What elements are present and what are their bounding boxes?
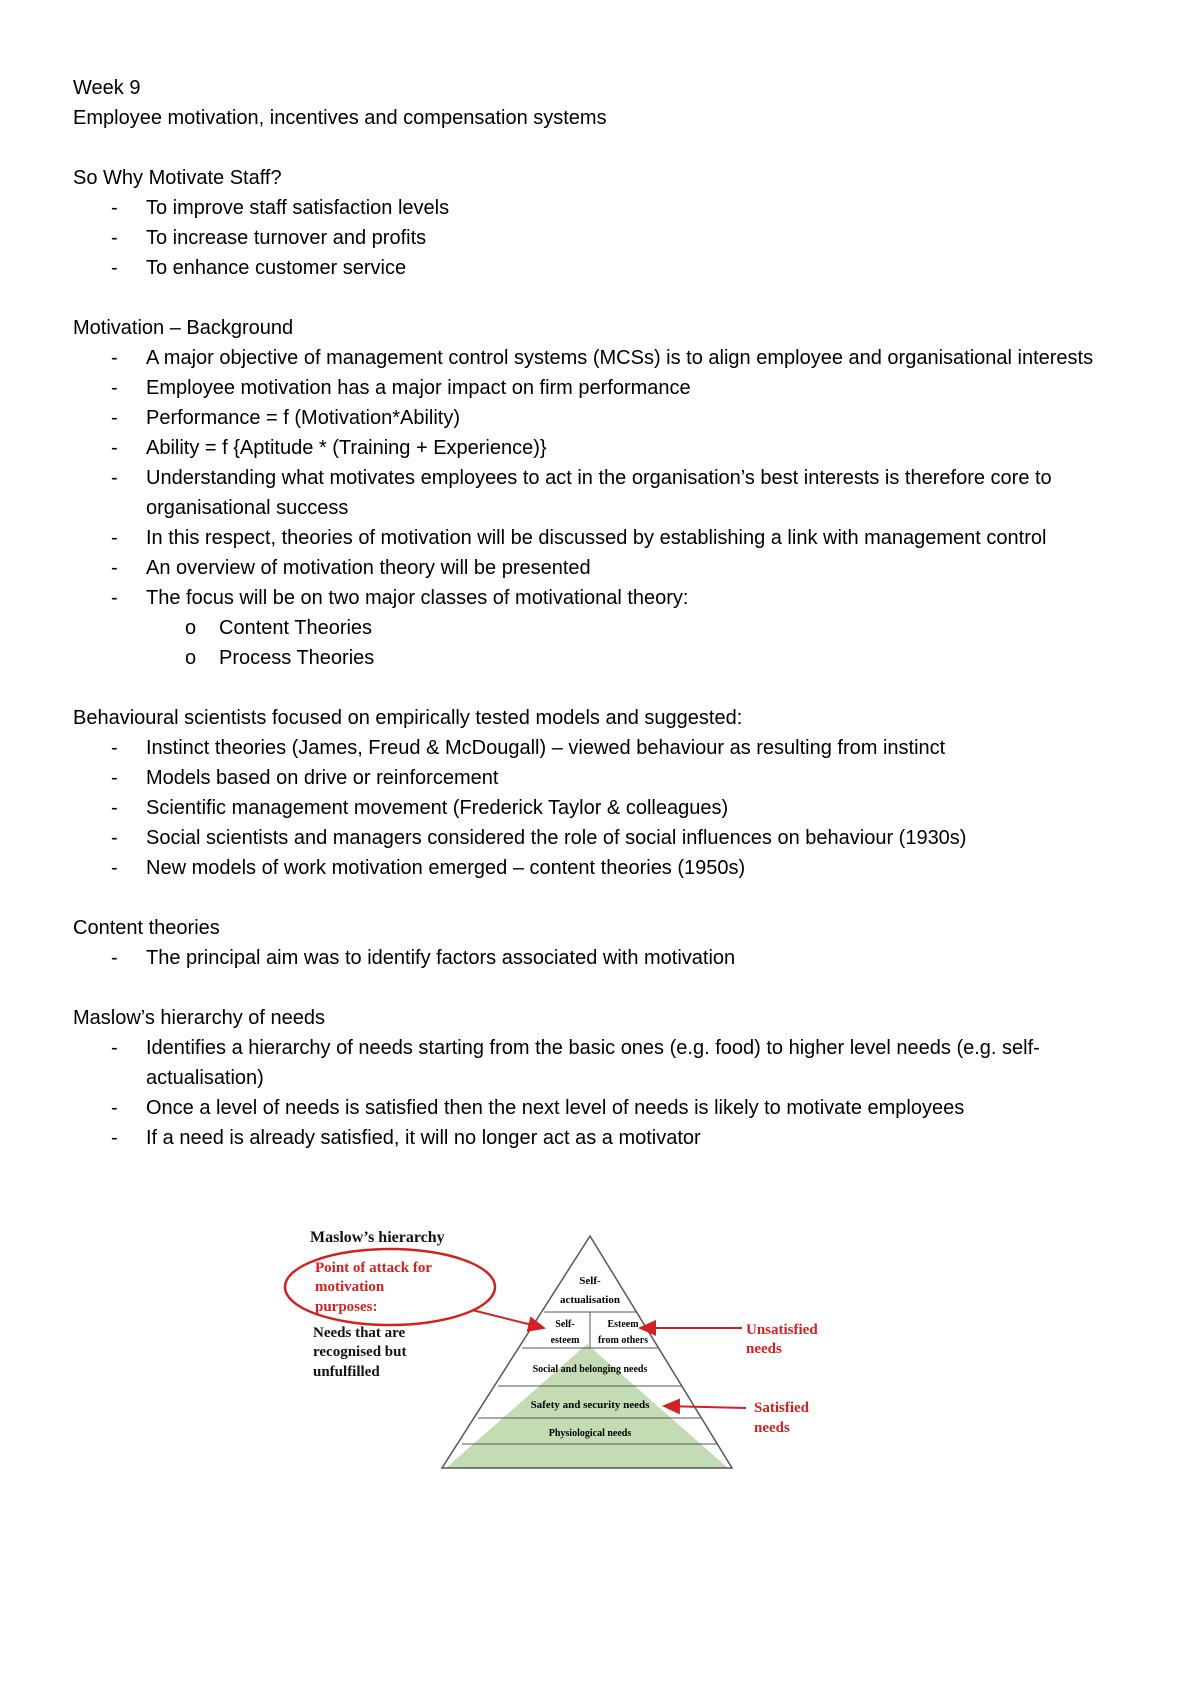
- level-social: Social and belonging needs: [532, 1364, 648, 1375]
- list-item: - To enhance customer service: [111, 257, 407, 279]
- list-item: - To increase turnover and profits: [111, 227, 427, 249]
- document-title: Employee motivation, incentives and compensation systems: [73, 107, 607, 129]
- list-item: - To improve staff satisfaction levels: [111, 197, 450, 219]
- attack-label-1: Point of attack for: [315, 1260, 433, 1276]
- list-item: - Understanding what motivates employees to act in the organisation’s best interests is therefore core to organisational success: [111, 467, 1052, 519]
- satisfied-label-2: needs: [754, 1420, 790, 1436]
- level-esteem-others-1: Esteem: [607, 1319, 639, 1330]
- attack-label-2: motivation: [315, 1279, 385, 1295]
- week-label: Week 9: [73, 77, 141, 99]
- list-item: - Social scientists and managers considered the role of social influences on behaviour (1930s): [111, 827, 967, 849]
- level-esteem-others-2: from others: [597, 1335, 649, 1346]
- level-safety: Safety and security needs: [530, 1399, 650, 1411]
- list-item: - In this respect, theories of motivation will be discussed by establishing a link with management control: [111, 527, 1047, 549]
- attack-arrow: [472, 1310, 544, 1328]
- maslow-hierarchy-figure: [280, 1222, 880, 1482]
- satisfied-arrow: [664, 1406, 746, 1408]
- list-item: - The principal aim was to identify factors associated with motivation: [111, 947, 736, 969]
- list-item: - New models of work motivation emerged – content theories (1950s): [111, 857, 746, 879]
- section-heading-content-theories: Content theories: [73, 917, 220, 939]
- satisfied-label-1: Satisfied: [754, 1400, 810, 1416]
- level-self-actualisation-2: actualisation: [560, 1294, 620, 1306]
- level-self-actualisation-1: Self-: [579, 1275, 601, 1287]
- section-heading-maslow: Maslow’s hierarchy of needs: [73, 1007, 325, 1029]
- list-item: - Instinct theories (James, Freud & McDougall) – viewed behaviour as resulting from instinct: [111, 737, 946, 759]
- level-self-esteem-2: esteem: [550, 1335, 580, 1346]
- list-item: - Ability = f {Aptitude * (Training + Experience)}: [111, 437, 547, 459]
- list-item: - Scientific management movement (Frederick Taylor & colleagues): [111, 797, 729, 819]
- unsatisfied-label-2: needs: [746, 1341, 782, 1357]
- list-item: - Models based on drive or reinforcement: [111, 767, 499, 789]
- needs-note-3: unfulfilled: [313, 1364, 380, 1380]
- list-item: - If a need is already satisfied, it will no longer act as a motivator: [111, 1127, 701, 1149]
- attack-label-3: purposes:: [315, 1299, 378, 1315]
- section-heading-why-motivate: So Why Motivate Staff?: [73, 167, 282, 189]
- sub-list-item: o Process Theories: [185, 647, 375, 669]
- sub-list-item: o Content Theories: [185, 617, 373, 639]
- list-item: - An overview of motivation theory will be presented: [111, 557, 591, 579]
- list-item: - Identifies a hierarchy of needs starting from the basic ones (e.g. food) to higher level needs (e.g. self-actualisation): [111, 1037, 1040, 1089]
- unsatisfied-label-1: Unsatisfied: [746, 1322, 818, 1338]
- level-self-esteem-1: Self-: [555, 1319, 575, 1330]
- figure-title: Maslow’s hierarchy: [310, 1229, 445, 1246]
- needs-note-2: recognised but: [313, 1344, 407, 1360]
- level-physiological: Physiological needs: [548, 1428, 632, 1439]
- list-item: - Once a level of needs is satisfied then the next level of needs is likely to motivate employees: [111, 1097, 965, 1119]
- document-page: [73, 73, 1133, 1153]
- section-heading-motivation-background: Motivation – Background: [73, 317, 294, 339]
- needs-note-1: Needs that are: [313, 1325, 406, 1341]
- list-item: - A major objective of management control systems (MCSs) is to align employee and organisational interests: [111, 347, 1094, 369]
- list-item: - The focus will be on two major classes of motivational theory:: [111, 587, 689, 609]
- list-item: - Performance = f (Motivation*Ability): [111, 407, 461, 429]
- section-heading-behavioural-scientists: Behavioural scientists focused on empirically tested models and suggested:: [73, 707, 743, 729]
- list-item: - Employee motivation has a major impact on firm performance: [111, 377, 691, 399]
